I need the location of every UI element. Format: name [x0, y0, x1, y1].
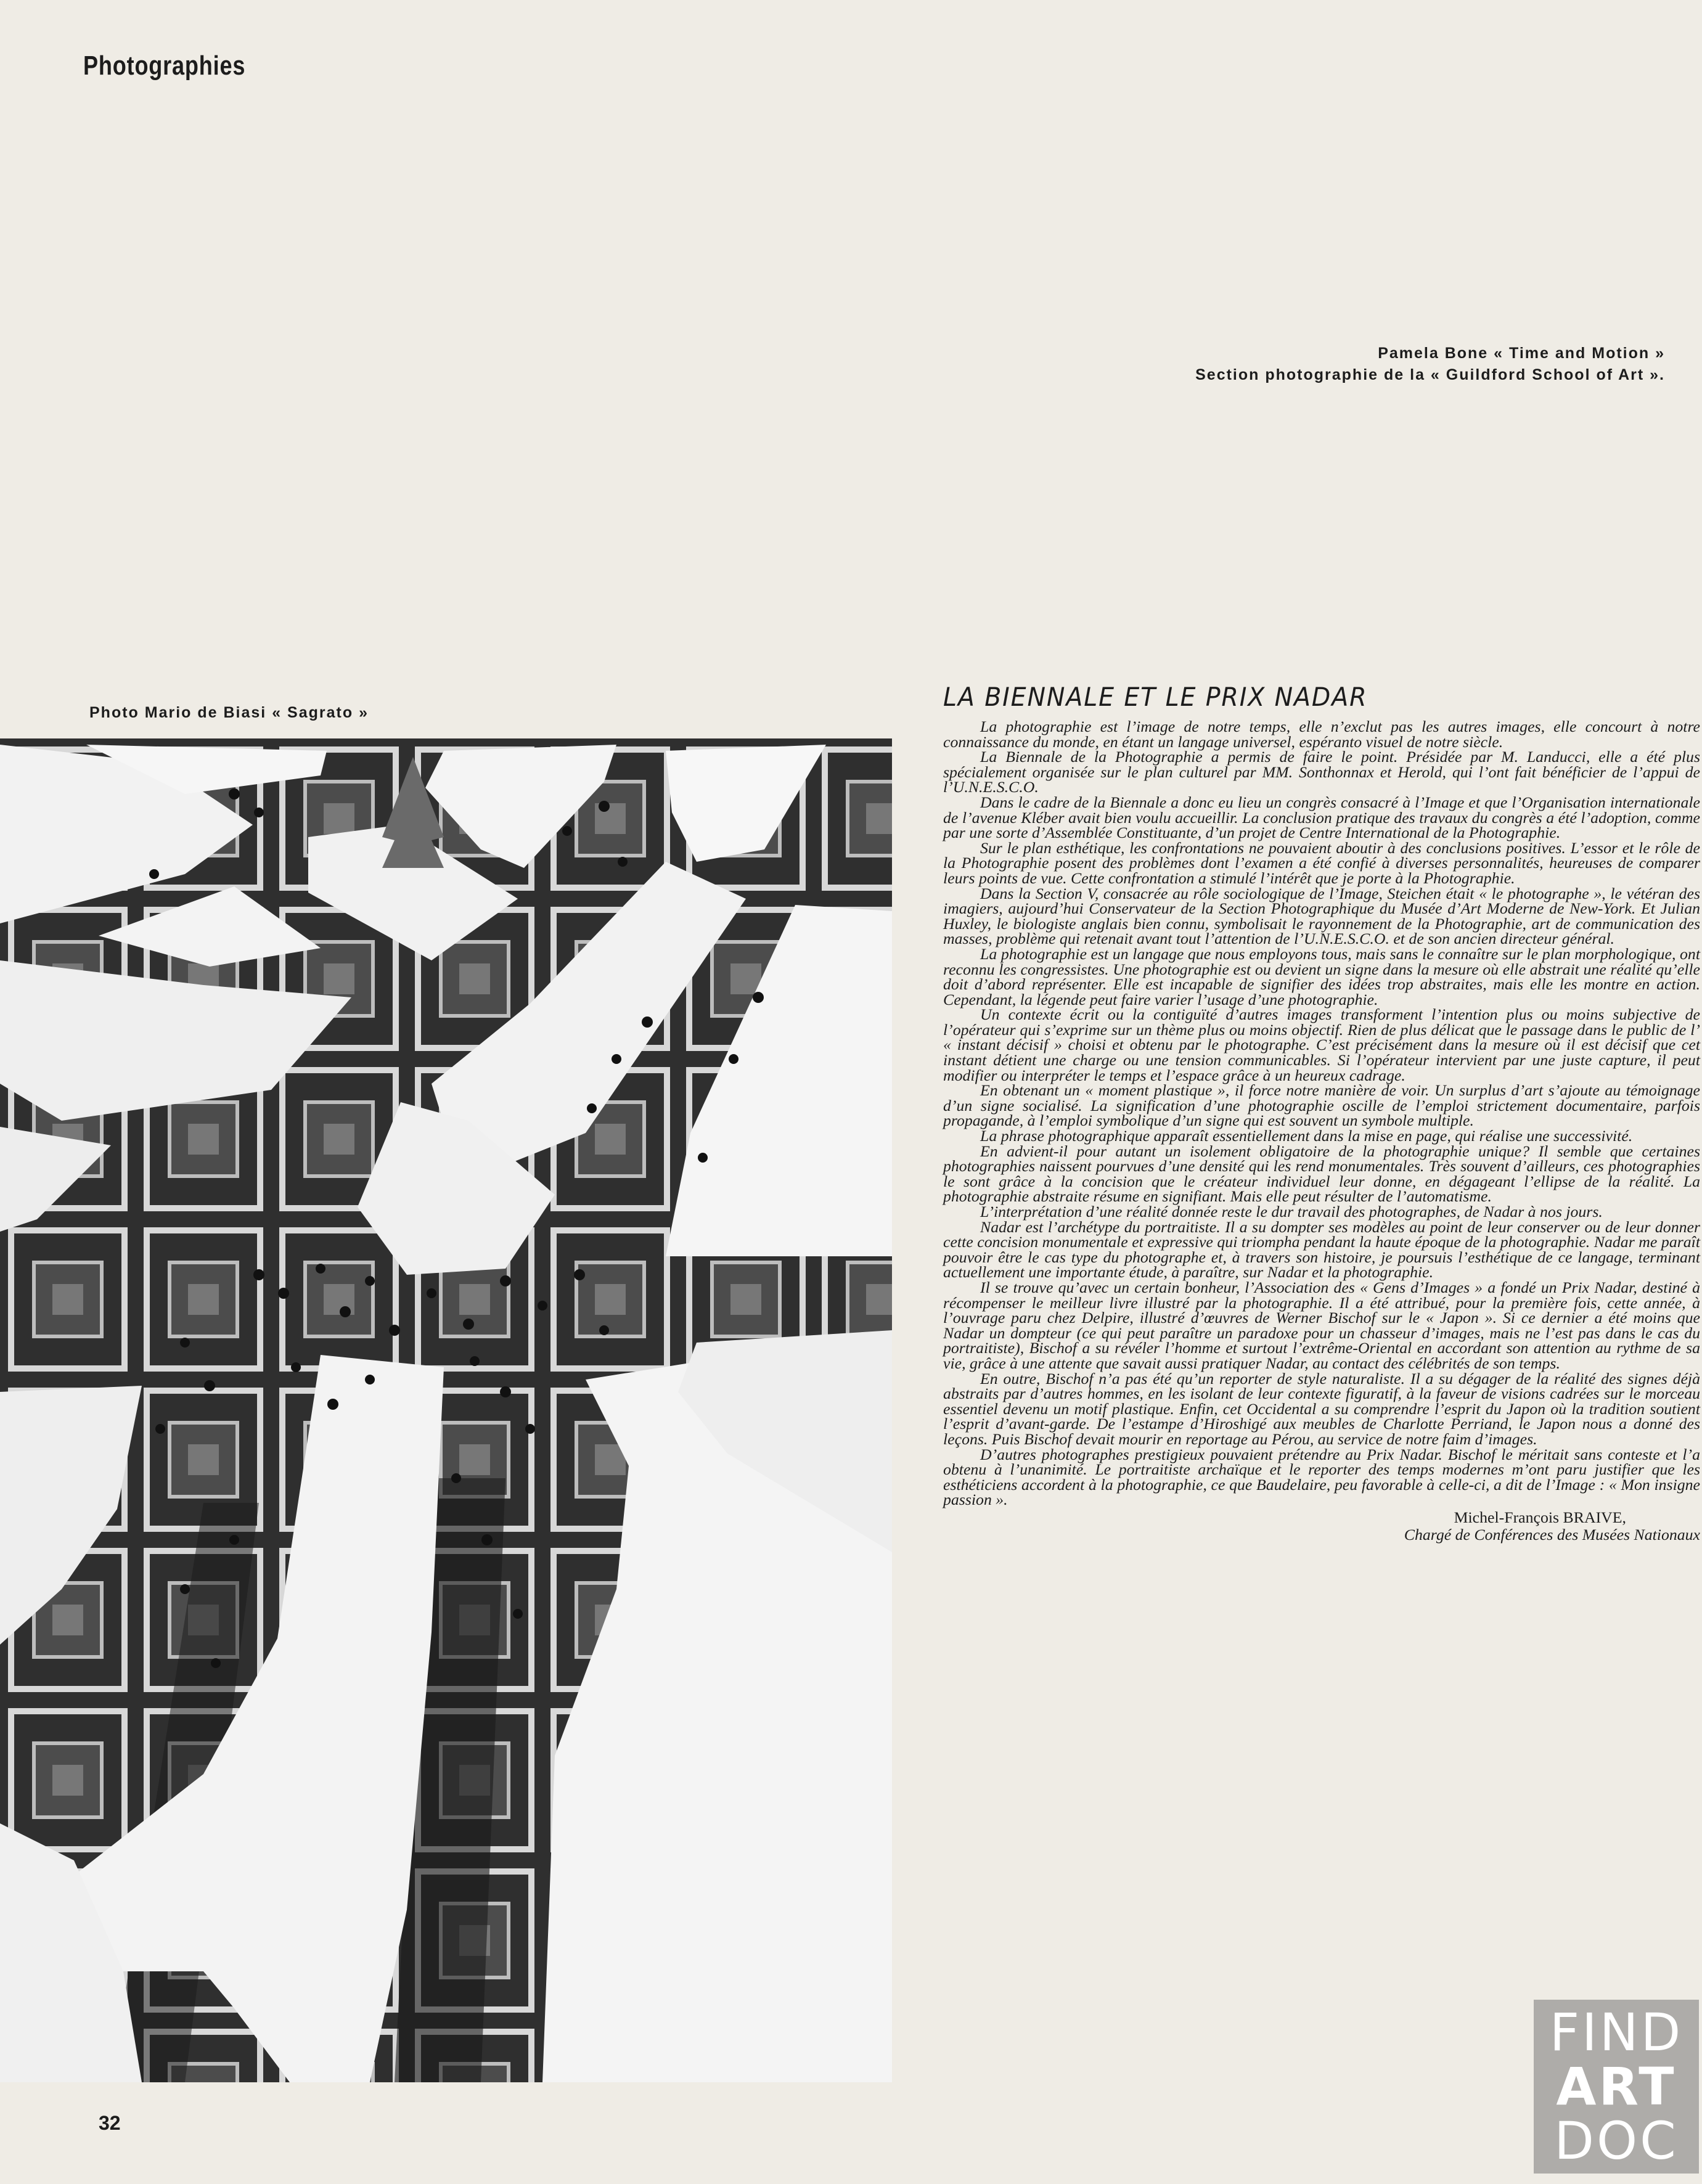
article-title: LA BIENNALE ET LE PRIX NADAR	[943, 682, 1368, 712]
top-photo-caption	[1195, 343, 1665, 386]
watermark-line-3: DOC	[1554, 2111, 1679, 2171]
article-paragraph: La photographie est un langage que nous employons tous, mais sans le connaître sur le plan morphologique, ont reconnu les congressistes. Une photographie est ou devient un signe dans la mesure où elle abstrait une réalité qu’elle doit d’abord représenter. Elle est incapable de signifier des idées trop abstraites, mais elle les montre en action. Cependant, la légende peut faire varier l’usage d’une photographie.	[943, 944, 1700, 1008]
article-paragraph: D’autres photographes prestigieux pouvaient prétendre au Prix Nadar. Bischof le méritait sans conteste et l’a obtenu à l’unanimité. Le portraitiste archaïque et le reporter des temps modernes m’ont paru justifier que les esthéticiens accordent à la photographie, ce que Baudelaire, peu favorable à celle-ci, a dit de l’Image : « Mon insigne passion ».	[943, 1445, 1700, 1509]
article-paragraph: Sur le plan esthétique, les confrontations ne pouvaient aboutir à des conclusions positives. L’essor et le rôle de la Photographie posent des problèmes dont l’examen a été confié à diverses personnalités, heureuses de comparer leurs points de vue. Cette confrontation a stimulé l’intérêt que je porte à la Photographie.	[943, 838, 1700, 887]
signature-role: Chargé de Conférences des Musées Nationaux	[1404, 1525, 1700, 1544]
page-number: 32	[99, 2112, 121, 2134]
watermark-line-2: ART	[1556, 2056, 1677, 2117]
caption-line-1: Pamela Bone « Time and Motion »	[1378, 345, 1665, 362]
photo-caption: Photo Mario de Biasi « Sagrato »	[89, 704, 369, 721]
caption-line-2: Section photographie de la « Guildford School of Art ».	[1195, 366, 1665, 383]
findartdoc-watermark	[1534, 2000, 1699, 2174]
section-title: Photographies	[83, 51, 246, 81]
article-paragraph: En obtenant un « moment plastique », il force notre manière de voir. Un surplus d’art s’ajoute au témoignage d’un signe socialisé. La signification d’une photographie oscille de l’emploi strictement documentaire, parfois propagande, à l’emploi symbolique d’un signe qui est souvent un symbole multiple.	[943, 1081, 1700, 1130]
article-paragraph: La phrase photographique apparaît essentiellement dans la mise en page, qui réalise une successivité.	[980, 1127, 1633, 1145]
snowy-square-photo	[0, 738, 892, 2082]
article-paragraph: Il se trouve qu’avec un certain bonheur, l’Association des « Gens d’Images » a fondé un Prix Nadar, destiné à récompenser le meilleur livre illustré par la photographie. Il a été attribué, pour la première fois, cette année, à l’ouvrage paru chez Delpire, illustré d’œuvres de Werner Bischof sur le « Japon ». Si ce dernier a été moins que Nadar un dompteur (ce qui peut paraître un paradoxe pour un chasseur d’images, mais ne l’est pas dans le cas du portraitiste), Bischof a su révéler l’homme et surtout l’extrême-Oriental en accordant son attention au rythme de sa vie, grâce à une attente que savait aussi pratiquer Nadar, au contact des célébrités de son temps.	[943, 1278, 1700, 1372]
article-paragraph: La Biennale de la Photographie a permis de faire le point. Présidée par M. Landucci, elle a été plus spécialement organisée sur le plan culturel par MM. Sonthonnax et Herold, qui l’ont fait bénéficier de l’appui de l’U.N.E.S.C.O.	[943, 748, 1700, 796]
article	[943, 682, 1700, 1544]
signature-name: Michel-François BRAIVE,	[1454, 1508, 1626, 1526]
article-paragraph: L’interprétation d’une réalité donnée reste le dur travail des photographes, de Nadar à nos jours.	[980, 1203, 1603, 1221]
article-paragraph: Dans la Section V, consacrée au rôle sociologique de l’Image, Steichen était « le photographe », le vétéran des imagiers, aujourd’hui Conservateur de la Section Photographique du Musée d’Art Moderne de New-York. Et Julian Huxley, le biologiste anglais bien connu, symbolisait le rayonnement de la Photographie, art de communication des masses, problème qui retenait avant tout l’attention de l’U.N.E.S.C.O. et de son ancien directeur général.	[943, 884, 1700, 948]
article-paragraph: Dans le cadre de la Biennale a donc eu lieu un congrès consacré à l’Image et que l’Organisation internationale de l’avenue Kléber avait bien voulu accueillir. La conclusion pratique des travaux du congrès a été l’adoption, comme par une sorte d’Assemblée Constituante, d’un projet de Centre International de la Photographie.	[943, 793, 1700, 842]
watermark-line-1: FIND	[1549, 2002, 1684, 2063]
article-body	[943, 719, 1700, 1508]
article-paragraph: Nadar est l’archétype du portraitiste. Il a su dompter ses modèles au point de leur conserver ou de leur donner cette concision monumentale et expressive qui triompha pendant la haute époque de la photographie. Nadar me paraît pouvoir être le cas type du photographe et, à travers son histoire, je poursuis l’esthétique de ce langage, terminant actuellement une importante étude, à paraître, sur Nadar et la photographie.	[943, 1217, 1700, 1282]
signature	[943, 1509, 1700, 1544]
article-paragraph: En outre, Bischof n’a pas été qu’un reporter de style naturaliste. Il a su dégager de la réalité des signes déjà abstraits par d’autres hommes, en les isolant de leur contexte figuratif, à la faveur de visions cadrées sur le morceau essentiel devenu un motif plastique. Enfin, cet Occidental a su comprendre l’esprit du Japon où la tradition soutient l’esprit d’avant-garde. De l’estampe d’Hiroshigé aux meubles de Charlotte Perriand, le Japon nous a donné des leçons. Puis Bischof devait mourir en reportage au Pérou, au service de notre faim d’images.	[943, 1369, 1700, 1448]
article-paragraph: Un contexte écrit ou la contiguïté d’autres images transforment l’intention plus ou moins subjective de l’opérateur qui s’exprime sur un thème plus ou moins objectif. Rien de plus délicat que le passage dans le public de l’ « instant décisif » choisi et obtenu par le photographe. C’est précisément dans la mesure où il est décisif que cet instant détient une charge ou une tension communicables. Si l’opérateur intervient par une juste capture, il peut modifier ou interpréter le temps et l’espace grâce à un heureux cadrage.	[943, 1005, 1700, 1084]
article-paragraph: En advient-il pour autant un isolement obligatoire de la photographie unique? Il semble que certaines photographies naissent pourvues d’une densité qui les rend monumentales. Très souvent d’ailleurs, ces photographies le sont grâce à la concision que le créateur individuel leur donne, en dégageant l’ellipse de la réalité. La photographie abstraite résume en signifiant. Mais elle peut résulter de l’automatisme.	[943, 1142, 1700, 1206]
article-paragraph: La photographie est l’image de notre temps, elle n’exclut pas les autres images, elle concourt à notre connaissance du monde, en étant un langage universel, espéranto visuel de notre siècle.	[943, 718, 1700, 751]
